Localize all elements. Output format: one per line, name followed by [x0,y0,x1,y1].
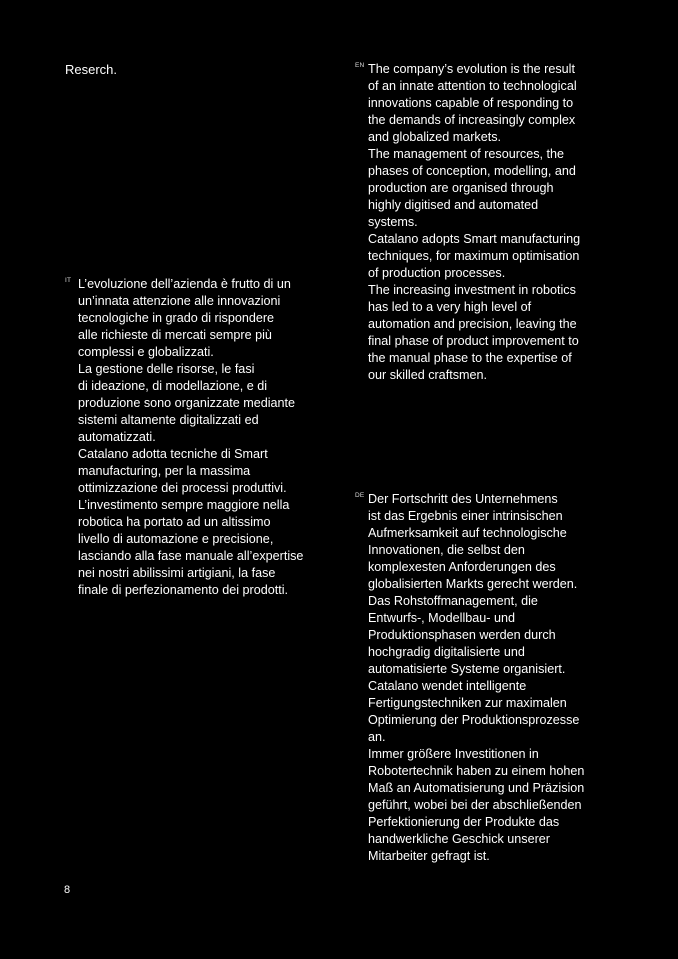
german-body-text: Der Fortschritt des Unternehmens ist das Ergebnis einer intrinsischen Aufmerksamkeit auf technologische Innovationen, die selbst den komplexesten Anforderungen des globalisierten Markts gerecht werden. Das Rohstoffmanagement, die Entwurfs-, Modellbau- und Produktionsphasen werden durch hochgradig digitalisierte und automatisierte Systeme organisiert. Catalano wendet intelligente Fertigungstechniken zur maximalen Optimierung der Produktionsprozesse an. Immer größere Investitionen in Robotertechnik haben zu einem hohen Maß an Automatisierung und Präzision geführt, wobei bei der abschließenden Perfektionierung der Produkte das handwerkliche Geschick unserer Mitarbeiter gefragt ist. [368,492,585,863]
page-heading: Reserch. [65,62,118,77]
italian-body-text: L’evoluzione dell’azienda è frutto di un un’innata attenzione alle innovazioni tecnologiche in grado di rispondere alle richieste di mercati sempre più complessi e globalizzati. La gestione delle risorse, le fasi di ideazione, di modellazione, e di produzione sono organizzate mediante sistemi altamente digitalizzati ed automatizzati. Catalano adotta tecniche di Smart manufacturing, per la massima ottimizzazione dei processi produttivi. L’investimento sempre maggiore nella robotica ha portato ad un altissimo livello di automazione e precisione, lasciando alla fase manuale all’expertise nei nostri abilissimi artigiani, la fase finale di perfezionamento dei prodotti. [78,277,304,597]
language-code-it: IT [65,277,72,284]
page-number: 8 [64,884,71,896]
language-code-en: EN [355,62,365,69]
language-code-de: DE [355,492,365,499]
english-body-text: The company’s evolution is the result of an innate attention to technological innovations capable of responding to the demands of increasingly complex and globalized markets. The management of resources, the phases of conception, modelling, and production are organised through highly digitised and automated systems. Catalano adopts Smart manufacturing techniques, for maximum optimisation of production processes. The increasing investment in robotics has led to a very high level of automation and precision, leaving the final phase of product improvement to the manual phase to the expertise of our skilled craftsmen. [368,62,581,382]
